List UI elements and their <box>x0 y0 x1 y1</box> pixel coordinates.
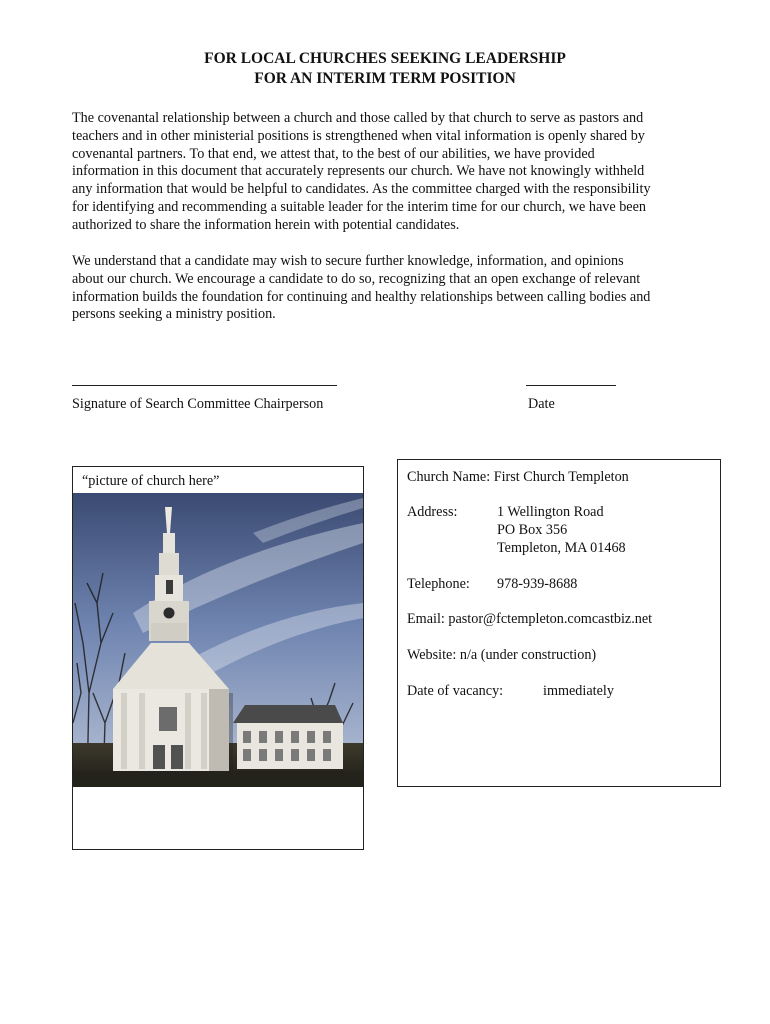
website-value: n/a (under construction) <box>459 647 597 663</box>
church-name-value: First Church Templeton <box>493 469 629 485</box>
paragraph-line: for identifying and recommending a suitable leader for the interim time for our church, we have been <box>72 198 646 215</box>
candidate-paragraph <box>72 253 702 324</box>
paragraph-line: persons seeking a ministry position. <box>72 306 276 323</box>
paragraph-line: We understand that a candidate may wish to secure further knowledge, information, and opinions <box>72 253 624 269</box>
date-signature-line <box>526 385 616 386</box>
address-line-1: 1 Wellington Road <box>497 504 604 520</box>
website-row <box>407 646 596 664</box>
email-label: Email: <box>407 611 445 627</box>
church-name-label: Church Name: <box>407 469 491 485</box>
email-row <box>407 610 652 628</box>
chairperson-signature-line <box>72 385 337 386</box>
paragraph-line: information in this document that accurately represents our church. We have not knowingly withheld <box>72 163 645 180</box>
paragraph-line: covenantal partners. To that end, we attest that, to the best of our abilities, we have provided <box>72 145 595 162</box>
church-info-box <box>397 459 721 787</box>
address-line-2: PO Box 356 <box>497 522 568 538</box>
paragraph-line: teachers and in other ministerial positions is strengthened when vital information is openly shared by <box>72 127 645 144</box>
telephone-label: Telephone: <box>407 576 470 592</box>
paragraph-line: about our church. We encourage a candidate to do so, recognizing that an open exchange of relevant <box>72 270 641 287</box>
email-value: pastor@fctempleton.comcastbiz.net <box>448 611 653 627</box>
website-label: Website: <box>407 647 457 663</box>
document-title-line-1: FOR LOCAL CHURCHES SEEKING LEADERSHIP <box>204 50 566 67</box>
telephone-value: 978-939-8688 <box>497 576 578 592</box>
covenant-paragraph <box>72 110 702 235</box>
address-label: Address: <box>407 504 458 520</box>
paragraph-line: The covenantal relationship between a church and those called by that church to serve as pastors and <box>72 110 644 126</box>
paragraph-line: any information that would be helpful to candidates. As the committee charged with the responsibility <box>72 181 651 198</box>
document-title-line-2: FOR AN INTERIM TERM POSITION <box>254 70 516 87</box>
vacancy-label: Date of vacancy: <box>407 683 504 699</box>
paragraph-line: authorized to share the information herein with potential candidates. <box>72 216 460 233</box>
church-name-row <box>407 468 629 486</box>
church-picture-box <box>72 466 364 850</box>
paragraph-line: information builds the foundation for continuing and healthy relationships between calling bodies and <box>72 288 651 305</box>
date-label: Date <box>528 396 555 412</box>
chairperson-signature-label: Signature of Search Committee Chairperson <box>72 396 324 412</box>
vacancy-value: immediately <box>543 683 614 699</box>
picture-caption: “picture of church here” <box>82 473 220 489</box>
church-photo <box>73 493 363 787</box>
address-line-3: Templeton, MA 01468 <box>497 540 626 556</box>
